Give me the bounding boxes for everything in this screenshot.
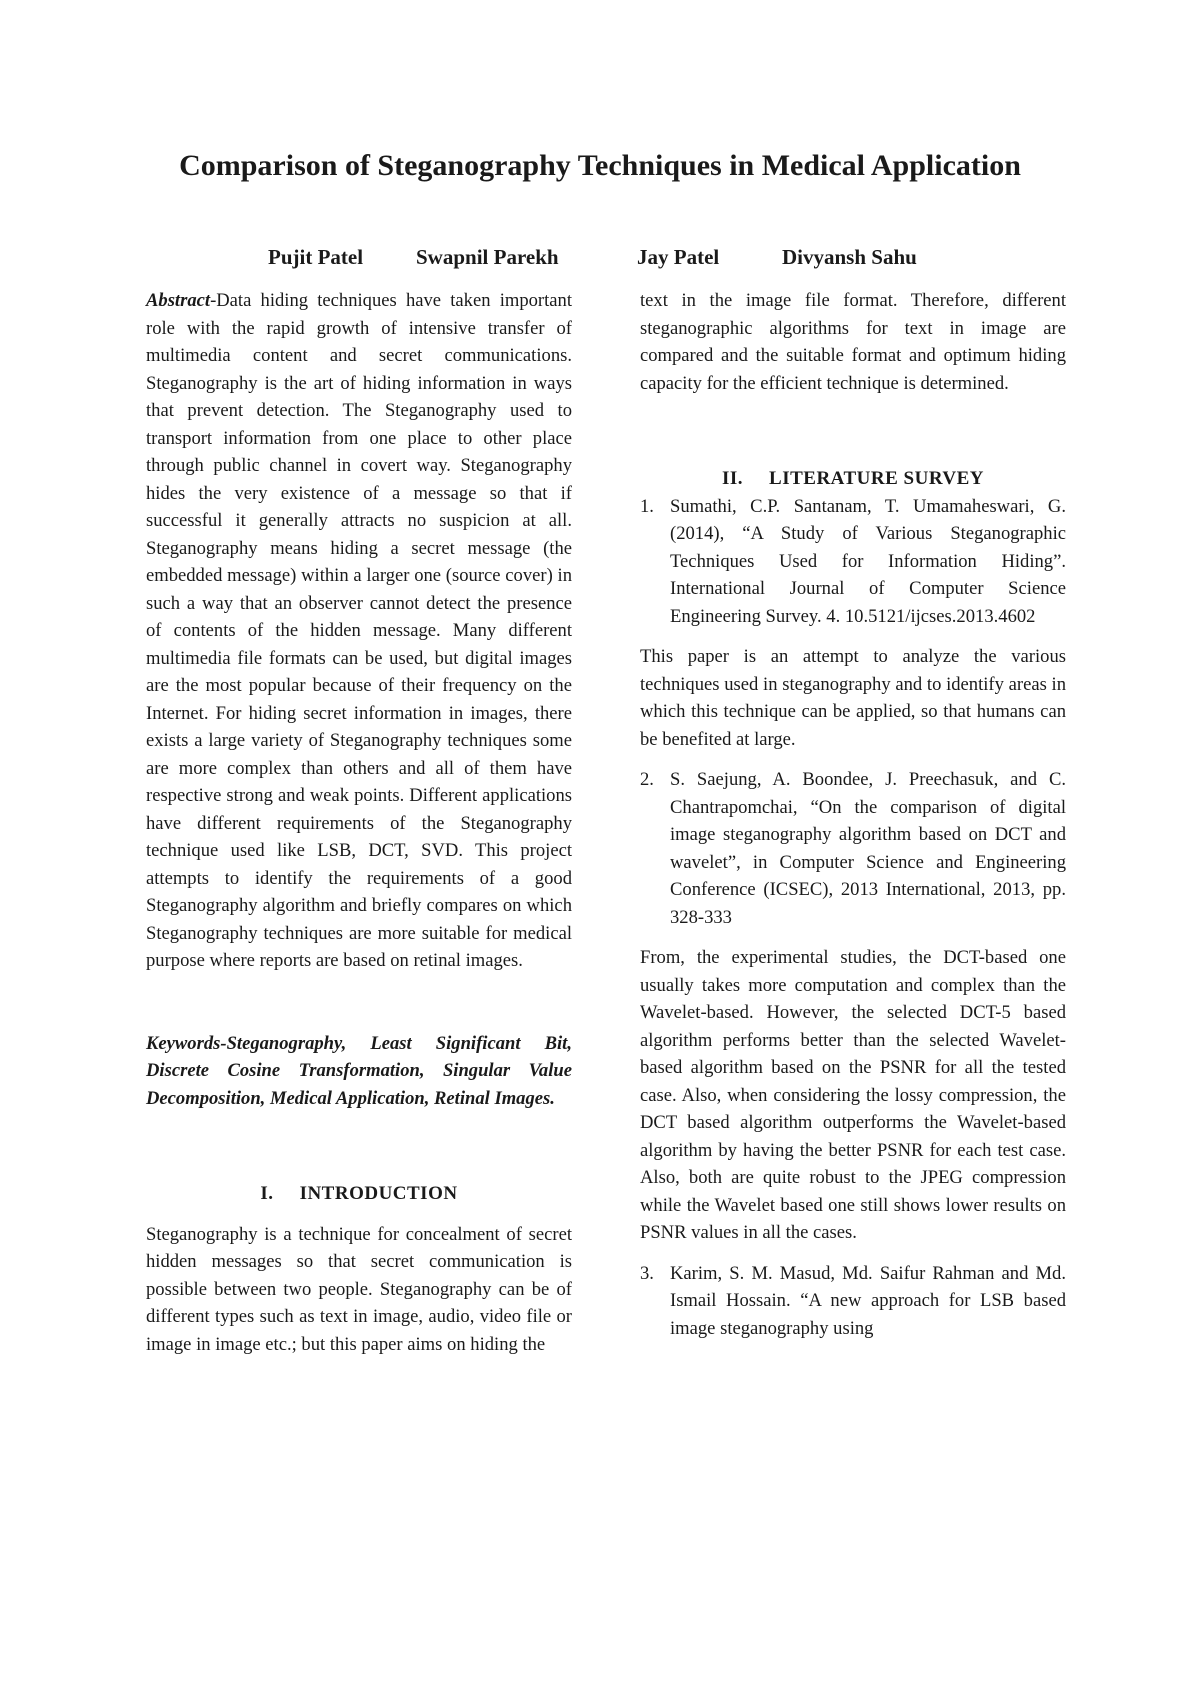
section-number: II. [722,468,744,489]
author-name: Pujit Patel [268,245,364,269]
section-heading-introduction [146,1180,572,1208]
reference-number: 2. [640,769,654,790]
reference-summary: This paper is an attempt to analyze the various techniques used in steganography and to identify areas in which this technique can be applied, so that humans can be benefited at large. [640,646,1066,750]
reference-number: 3. [640,1262,654,1284]
author-name: Jay Patel [637,245,720,269]
reference-summary: From, the experimental studies, the DCT-based one usually takes more computation and complex than the Wavelet-based. However, the selected DCT-5 based algorithm performs better than the selected Wavelet-based algorithm based on the PSNR for all the tested case. Also, when considering the lossy compression, the DCT based algorithm outperforms the Wavelet-based algorithm by having the better PSNR for each test case. Also, both are quite robust to the JPEG compression while the Wavelet based one still shows lower results on PSNR values in all the cases. [640,947,1066,1243]
author-list [0,245,1200,275]
reference-item [640,493,1066,631]
section-number: I. [260,1183,274,1204]
abstract-label: Abstract [146,290,211,311]
author-name: Divyansh Sahu [782,245,917,269]
right-column [640,287,1066,1342]
introduction-text: Steganography is a technique for concealment of secret hidden messages so that secret communication is possible between two people. Steganography can be of different types such as text in image, audio, video file or image in image etc.; but this paper aims on hiding the [146,1223,572,1355]
keywords: Keywords-Steganography, Least Significant Bit, Discrete Cosine Transformation, Singular Value Decomposition, Medical Application, Retinal Images. [146,1032,572,1109]
reference-citation: Karim, S. M. Masud, Md. Saifur Rahman and Md. Ismail Hossain. “A new approach for LSB based image steganography using [670,1262,1066,1339]
author-name: Swapnil Parekh [416,245,559,269]
reference-item [640,1260,1066,1343]
section-title: LITERATURE SURVEY [769,468,984,489]
paper-title: Comparison of Steganography Techniques in Medical Application [179,149,1021,182]
left-column [146,287,572,1358]
abstract [146,287,572,975]
introduction-text-continued: text in the image file format. Therefore, different steganographic algorithms for text in image are compared and the suitable format and optimum hiding capacity for the efficient technique is determined. [640,290,1066,394]
reference-number: 1. [640,495,654,517]
reference-item [640,766,1066,931]
reference-citation: Sumathi, C.P. Santanam, T. Umamaheswari, G. (2014), “A Study of Various Steganographic Techniques Used for Information Hiding”. International Journal of Computer Science Engineering Survey. 4. 10.5121/ijcses.2013.4602 [670,495,1066,627]
section-heading-literature-survey [640,465,1066,493]
abstract-text: -Data hiding techniques have taken important role with the rapid growth of intensive transfer of multimedia content and secret communications. Steganography is the art of hiding information in ways that prevent detection. The Steganography used to transport information from one place to other place through public channel in covert way. Steganography hides the very existence of a message so that if successful it generally attracts no suspicion at all. Steganography means hiding a secret message (the embedded message) within a larger one (source cover) in such a way that an observer cannot detect the presence of contents of the hidden message. Many different multimedia file formats can be used, but digital images are the most popular because of their frequency on the Internet. For hiding secret information in images, there exists a large variety of Steganography techniques some are more complex than others and all of them have respective strong and weak points. Different applications have different requirements of the Steganography technique used like LSB, DCT, SVD. This project attempts to identify the requirements of a good Steganography algorithm and briefly compares on which Steganography techniques are more suitable for medical purpose where reports are based on retinal images. [146,290,572,971]
reference-citation: S. Saejung, A. Boondee, J. Preechasuk, and C. Chantrapomchai, “On the comparison of digital image steganography algorithm based on DCT and wavelet”, in Computer Science and Engineering Conference (ICSEC), 2013 International, 2013, pp. 328-333 [670,769,1066,928]
section-title: INTRODUCTION [299,1183,458,1204]
